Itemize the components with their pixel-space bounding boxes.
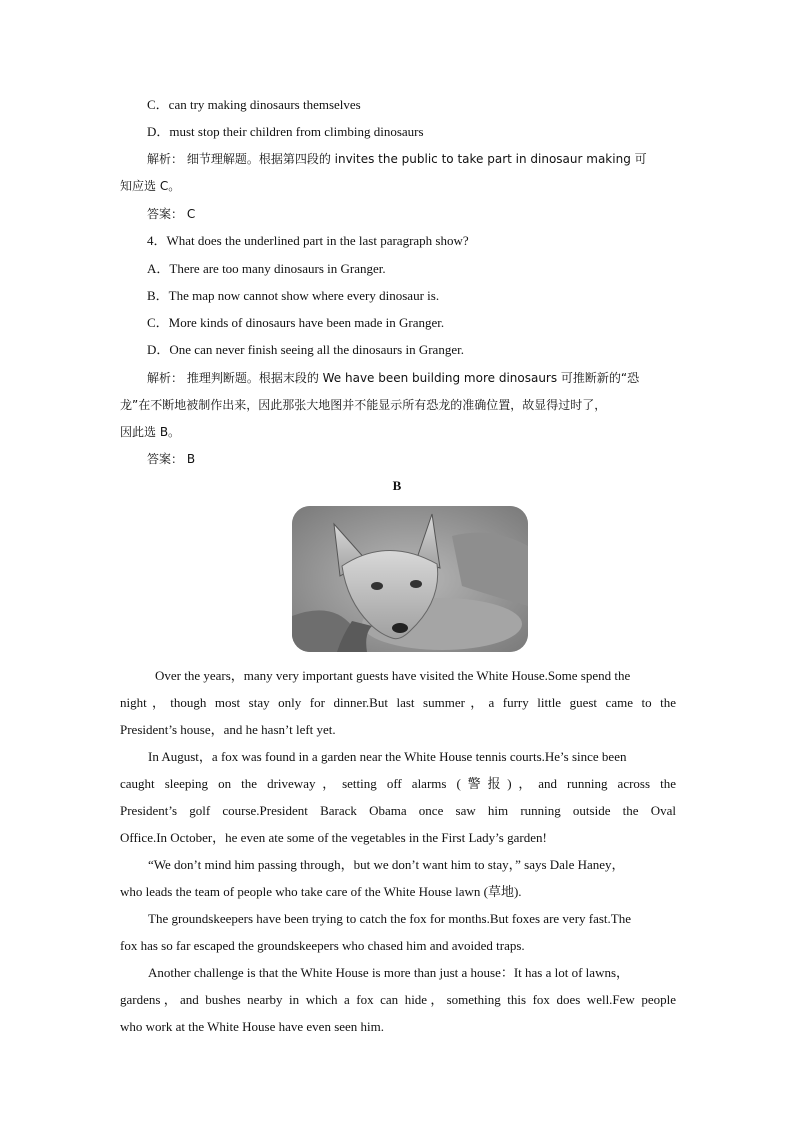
q3-analysis-line-1: 解析： 细节理解题。根据第四段的 invites the public to take part in dinosaur making 可 xyxy=(147,152,647,166)
article-p4-line-1: The groundskeepers have been trying to catch the fox for months.But foxes are very fast.The xyxy=(148,911,632,926)
article-body xyxy=(120,662,676,1040)
article-p2-line-2: caught sleeping on the driveway，setting off alarms (警报)，and running across the xyxy=(120,776,676,791)
article-p3-line-2: who leads the team of people who take care of the White House lawn (草地). xyxy=(120,884,522,899)
article-p1-line-3: President’s house，and he hasn’t left yet. xyxy=(120,722,336,737)
fox-photo xyxy=(292,506,528,652)
q3-option-c: C．can try making dinosaurs themselves xyxy=(147,97,361,112)
q3-answer: 答案： C xyxy=(147,207,196,221)
q4-question: 4．What does the underlined part in the last paragraph show? xyxy=(147,233,469,248)
article-p3-line-1: “We don’t mind him passing through，but we don’t want him to stay，” says Dale Haney， xyxy=(148,857,625,872)
article-p1-line-1: Over the years，many very important guests have visited the White House.Some spend the xyxy=(155,668,631,683)
article-p5-line-3: who work at the White House have even seen him. xyxy=(120,1019,385,1034)
q4-option-c: C．More kinds of dinosaurs have been made in Granger. xyxy=(147,315,445,330)
article-p4-line-2: fox has so far escaped the groundskeepers who chased him and avoided traps. xyxy=(120,938,525,953)
section-heading: B xyxy=(392,478,402,493)
article-p2-line-1: In August，a fox was found in a garden near the White House tennis courts.He’s since been xyxy=(148,749,627,764)
q4-answer: 答案： B xyxy=(147,452,196,466)
article-p1-line-2: night，though most stay only for dinner.But last summer，a furry little guest came to the xyxy=(120,695,676,710)
q4-option-b: B．The map now cannot show where every dinosaur is. xyxy=(147,288,440,303)
article-p2-line-4: Office.In October，he even ate some of the vegetables in the First Lady’s garden! xyxy=(120,830,547,845)
q4-analysis-line-1: 解析： 推理判断题。根据末段的 We have been building more dinosaurs 可推断新的“恐 xyxy=(147,371,640,385)
q4-analysis-line-3: 因此选 B。 xyxy=(120,425,181,439)
q3-analysis-line-2: 知应选 C。 xyxy=(120,179,181,193)
article-p5-line-2: gardens，and bushes nearby in which a fox can hide，something this fox does well.Few people xyxy=(120,992,676,1007)
q4-option-d: D．One can never finish seeing all the dinosaurs in Granger. xyxy=(147,342,464,357)
article-p2-line-3: President’s golf course.President Barack Obama once saw him running outside the Oval xyxy=(120,803,676,818)
q3-option-d: D．must stop their children from climbing dinosaurs xyxy=(147,124,424,139)
q4-option-a: A．There are too many dinosaurs in Granger. xyxy=(147,261,386,276)
q4-analysis-line-2: 龙”在不断地被制作出来，因此那张大地图并不能显示所有恐龙的准确位置，故显得过时了， xyxy=(120,398,607,412)
fox-illustration xyxy=(292,506,528,652)
article-p5-line-1: Another challenge is that the White House is more than just a house：It has a lot of lawns， xyxy=(148,965,630,980)
